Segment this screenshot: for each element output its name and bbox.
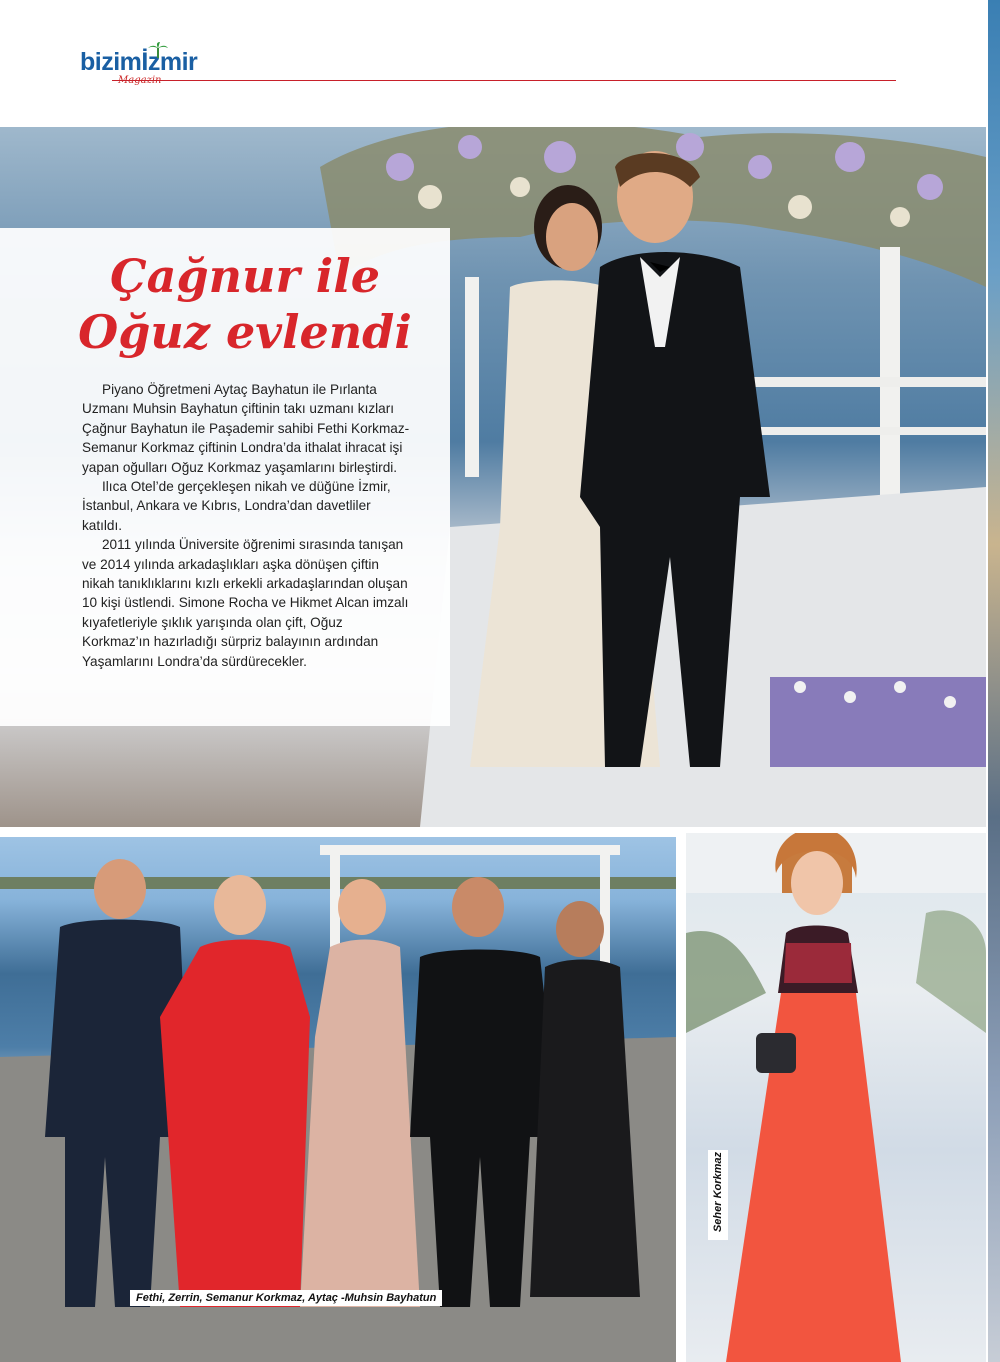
article-panel <box>0 228 450 726</box>
single-portrait-illustration <box>686 833 986 1362</box>
family-group-photo <box>0 837 676 1362</box>
group-photo-caption: Fethi, Zerrin, Semanur Korkmaz, Aytaç -Muhsin Bayhatun <box>130 1290 442 1306</box>
article-paragraph: 2011 yılında Üniversite öğrenimi sırasında tanışan ve 2014 yılında arkadaşlıkları aşka dönüşen çiftin nikah tanıklıklarını kızlı erkekli arkadaşlarından oluşan 10 kişi üstlendi. Simone Rocha ve Hikmet Alcan imzalı kıyafetleriyle şıklık yarışında olan çift, Oğuz Korkmaz’ın hazırladığı sürpriz balayının ardından Yaşamlarını Londra’da sürdürecekler. <box>82 537 409 669</box>
article-headline: Çağnur ile Oğuz evlendi <box>78 249 412 359</box>
single-photo-caption: Seher Korkmaz <box>712 1151 724 1233</box>
article-paragraph: Piyano Öğretmeni Aytaç Bayhatun ile Pırlanta Uzmanı Muhsin Bayhatun çiftinin takı uzmanı kızları Çağnur Bayhatun ile Paşademir sahibi Fethi Korkmaz- Semanur Korkmaz çiftinin Londra’da ithalat ihracat işi yapan oğulları Oğuz Korkmaz yaşamlarını birleştirdi. <box>82 382 410 475</box>
header-rule <box>112 80 896 81</box>
single-photo-caption-box <box>708 1150 728 1240</box>
family-group-illustration <box>0 837 676 1362</box>
brand-logo[interactable] <box>80 48 210 92</box>
next-page-edge <box>988 0 1000 1362</box>
article-body <box>82 380 412 671</box>
palm-tree-icon <box>148 42 168 58</box>
article-paragraph: Ilıca Otel’de gerçekleşen nikah ve düğüne İzmir, İstanbul, Ankara ve Kıbrıs, Londra’dan davetliler katıldı. <box>82 479 391 533</box>
logo-wordmark: bizimİzmir <box>80 48 198 76</box>
single-portrait-photo <box>686 833 986 1362</box>
